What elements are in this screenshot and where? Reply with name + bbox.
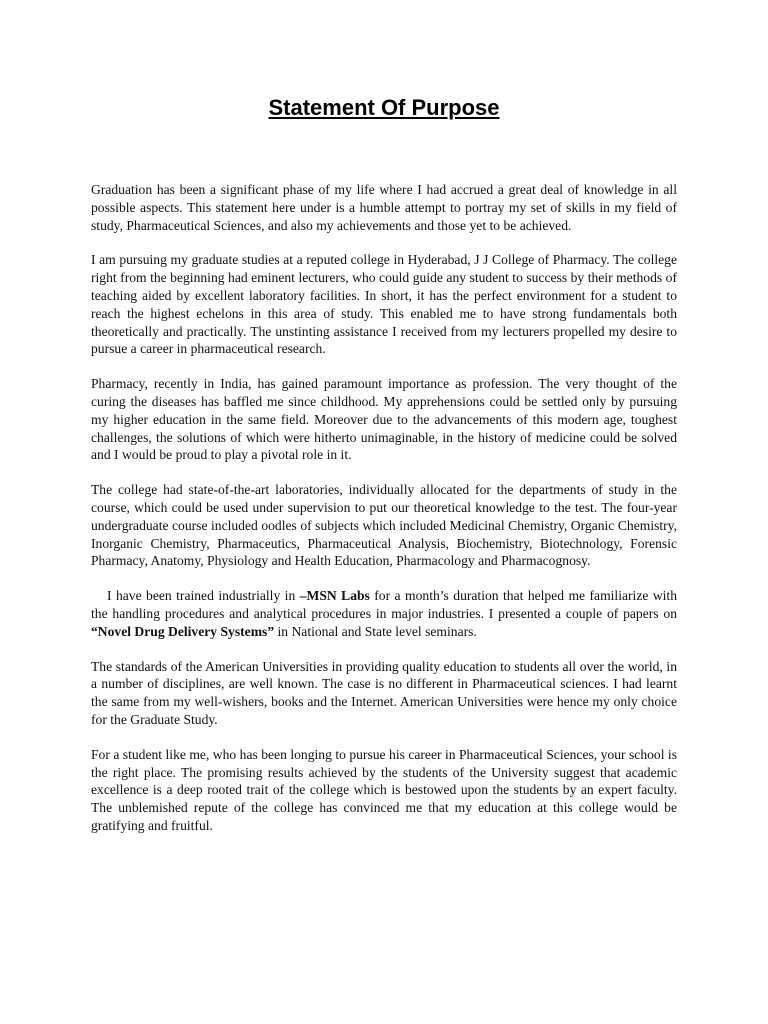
training-company: –MSN Labs <box>299 588 370 604</box>
paper-title: Novel Drug Delivery Systems <box>97 623 268 639</box>
paragraph-college: I am pursuing my graduate studies at a reputed college in Hyderabad, J J College of Pharmacy. The college right from the beginning had eminent lecturers, who could guide any student to success by their methods of teaching aided by excellent laboratory facilities. In short, it has the perfect environment for a student to reach the highest echelons in this area of study. This enabled me to have strong fundamentals both theoretically and practically. The unstinting assistance I received from my lecturers propelled my desire to pursue a career in pharmaceutical research. <box>91 252 677 357</box>
training-text-2: for a month’s duration that helped me familiarize with the handling procedures and analytical procedures in major industries. I presented a couple of papers on <box>91 588 677 621</box>
paper-quote-close: ” <box>267 623 275 639</box>
paper-quote-open: “ <box>91 623 98 639</box>
document-body <box>91 181 677 852</box>
paragraph-american-universities: The standards of the American Universities in providing quality education to students all over the world, in a number of disciplines, are well known. The case is no different in Pharmaceutical sciences. I had learnt the same from my well-wishers, books and the Internet. American Universities were hence my only choice for the Graduate Study. <box>91 658 677 727</box>
paragraph-intro: Graduation has been a significant phase of my life where I had accrued a great deal of knowledge in all possible aspects. This statement here under is a humble attempt to portray my set of skills in my field of study, Pharmaceutical Sciences, and also my achievements and those yet to be achieved. <box>91 182 677 233</box>
paragraph-conclusion: For a student like me, who has been longing to pursue his career in Pharmaceutical Sciences, your school is the right place. The promising results achieved by the students of the University suggest that academic excellence is a deep rooted trait of the college which is bestowed upon the students by an expert faculty. The unblemished repute of the college has convinced me that my education at this college would be gratifying and fruitful. <box>91 746 677 833</box>
paragraph-training <box>91 587 677 640</box>
document-title: Statement Of Purpose <box>268 95 500 120</box>
training-text-3: in National and State level seminars. <box>274 623 477 639</box>
paragraph-pharmacy: Pharmacy, recently in India, has gained paramount importance as profession. The very thought of the curing the diseases has baffled me since childhood. My apprehensions could be settled only by pursuing my higher education in the same field. Moreover due to the advancements of this modern age, toughest challenges, the solutions of which were hitherto unimaginable, in the history of medicine could be solved and I would be proud to play a pivotal role in it. <box>91 376 677 463</box>
paragraph-curriculum: The college had state-of-the-art laboratories, individually allocated for the departments of study in the course, which could be used under supervision to put our theoretical knowledge to the test. The four-year undergraduate course included oodles of subjects which included Medicinal Chemistry, Organic Chemistry, Inorganic Chemistry, Pharmaceutics, Pharmaceutical Analysis, Biochemistry, Biotechnology, Forensic Pharmacy, Anatomy, Physiology and Health Education, Pharmacology and Pharmacognosy. <box>91 482 677 569</box>
training-text-1: I have been trained industrially in <box>107 588 300 604</box>
